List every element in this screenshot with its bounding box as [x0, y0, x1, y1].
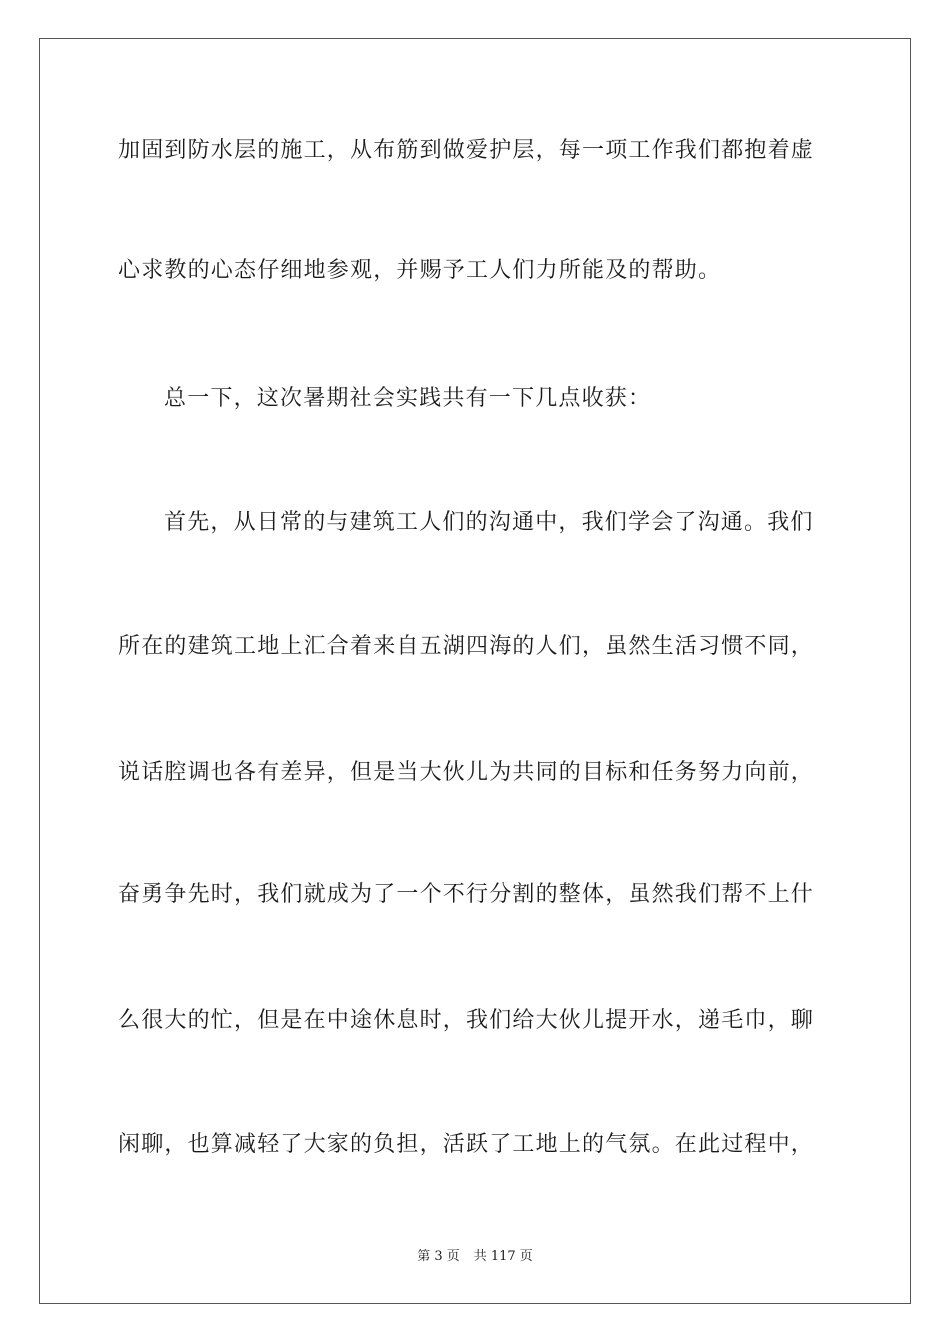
- body-text-line-9: 闲聊，也算减轻了大家的负担，活跃了工地上的气氛。在此过程中，: [118, 1132, 815, 1157]
- body-text-line-4: 首先，从日常的与建筑工人们的沟通中，我们学会了沟通。我们: [164, 510, 814, 535]
- body-text-line-3: 总一下，这次暑期社会实践共有一下几点收获：: [164, 386, 652, 411]
- page-footer: [0, 1248, 950, 1266]
- body-text-line-2: 心求教的心态仔细地参观，并赐予工人们力所能及的帮助。: [118, 258, 722, 283]
- total-pages: 共 117 页: [473, 1249, 533, 1264]
- page-number: 第 3 页: [417, 1249, 460, 1264]
- body-text-line-5: 所在的建筑工地上汇合着来自五湖四海的人们，虽然生活习惯不同，: [118, 634, 815, 659]
- body-text-line-6: 说话腔调也各有差异，但是当大伙儿为共同的目标和任务努力向前，: [118, 760, 815, 785]
- body-text-line-1: 加固到防水层的施工，从布筋到做爱护层，每一项工作我们都抱着虚: [118, 138, 815, 163]
- page-border: [39, 38, 911, 1304]
- body-text-line-8: 么很大的忙，但是在中途休息时，我们给大伙儿提开水，递毛巾，聊: [118, 1008, 815, 1033]
- body-text-line-7: 奋勇争先时，我们就成为了一个不行分割的整体，虽然我们帮不上什: [118, 882, 815, 907]
